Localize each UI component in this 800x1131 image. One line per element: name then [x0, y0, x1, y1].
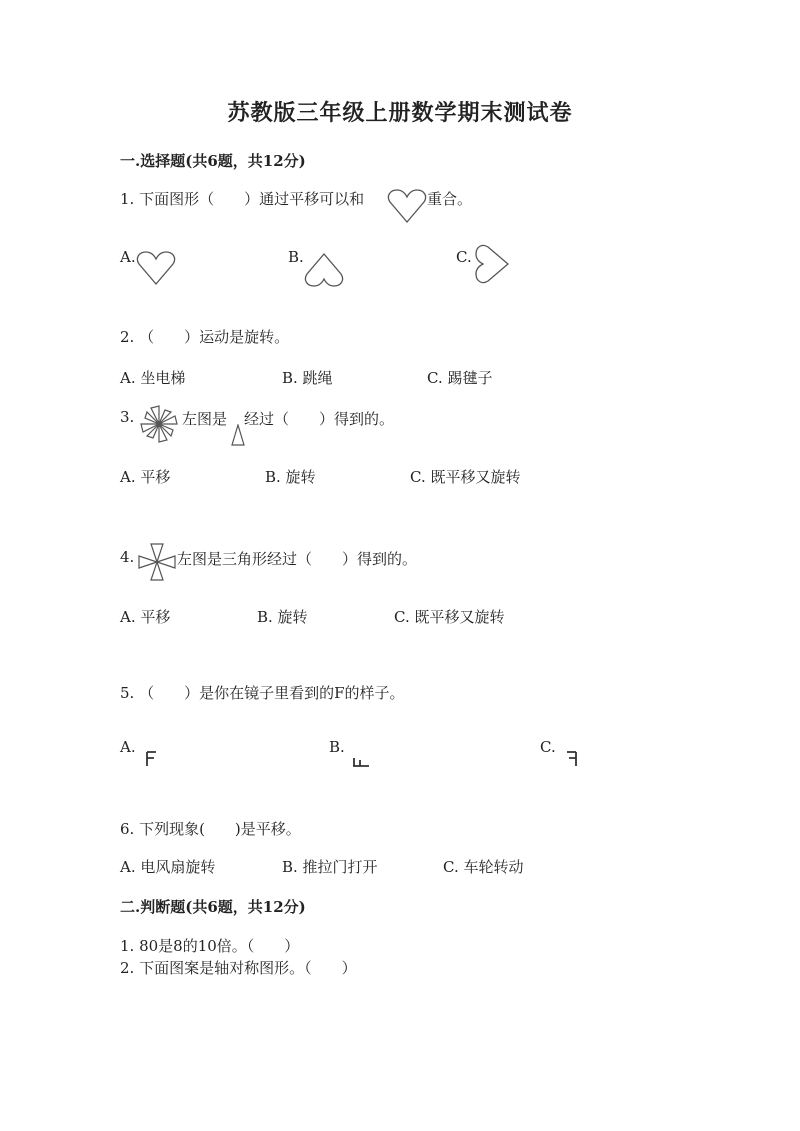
- question-5: 5. （ ）是你在镜子里看到的F的样子。: [120, 684, 405, 702]
- q5-option-a[interactable]: A.: [120, 738, 136, 756]
- question-2: 2. （ ）运动是旋转。: [120, 328, 290, 346]
- q1-option-a[interactable]: A.: [120, 248, 136, 266]
- question-3-number: 3.: [120, 408, 135, 426]
- q5-option-b[interactable]: B.: [329, 738, 345, 756]
- section-heading-choice: 一.选择题(共6题，共12分): [120, 152, 306, 170]
- question-6: 6. 下列现象( )是平移。: [120, 820, 301, 838]
- q2-option-a[interactable]: A. 坐电梯: [120, 369, 186, 387]
- q3-option-b[interactable]: B. 旋转: [265, 468, 316, 486]
- letter-f-rotated-icon: [352, 756, 370, 768]
- heart-icon: [387, 188, 427, 224]
- q3-option-a[interactable]: A. 平移: [120, 468, 171, 486]
- q6-option-b[interactable]: B. 推拉门打开: [282, 858, 378, 876]
- q1-option-c[interactable]: C.: [456, 248, 472, 266]
- triangle-pinwheel-icon: [137, 542, 177, 582]
- section-heading-judgment: 二.判断题(共6题，共12分): [120, 898, 306, 916]
- q5-option-c[interactable]: C.: [540, 738, 556, 756]
- q4-option-a[interactable]: A. 平移: [120, 608, 171, 626]
- letter-f-mirrored-icon: [144, 751, 158, 767]
- triangle-icon: [231, 424, 245, 446]
- judgment-1: 1. 80是8的10倍。（ ）: [120, 937, 300, 955]
- q4-option-b[interactable]: B. 旋转: [257, 608, 308, 626]
- q1-option-b[interactable]: B.: [288, 248, 304, 266]
- question-3-text-b: 经过（ ）得到的。: [244, 410, 395, 428]
- heart-upside-down-icon: [304, 252, 344, 288]
- q4-option-c[interactable]: C. 既平移又旋转: [394, 608, 505, 626]
- q3-option-c[interactable]: C. 既平移又旋转: [410, 468, 521, 486]
- question-1-suffix: 重合。: [427, 190, 473, 208]
- question-4-text: 左图是三角形经过（ ）得到的。: [177, 550, 418, 568]
- letter-f-flipped-icon: [565, 751, 579, 767]
- question-4-number: 4.: [120, 548, 135, 566]
- question-3-text-a: 左图是: [182, 410, 228, 428]
- q2-option-c[interactable]: C. 踢毽子: [427, 369, 493, 387]
- page-title: 苏教版三年级上册数学期末测试卷: [227, 100, 573, 126]
- q6-option-a[interactable]: A. 电风扇旋转: [120, 858, 216, 876]
- heart-icon: [136, 250, 176, 286]
- question-1: [120, 188, 364, 209]
- judgment-2: 2. 下面图案是轴对称图形。（ ）: [120, 959, 357, 977]
- q6-option-c[interactable]: C. 车轮转动: [443, 858, 524, 876]
- q2-option-b[interactable]: B. 跳绳: [282, 369, 333, 387]
- heart-rotated-icon: [471, 244, 511, 284]
- question-1-text: 1. 下面图形（ ）通过平移可以和: [120, 190, 365, 208]
- pinwheel-icon: [137, 404, 181, 444]
